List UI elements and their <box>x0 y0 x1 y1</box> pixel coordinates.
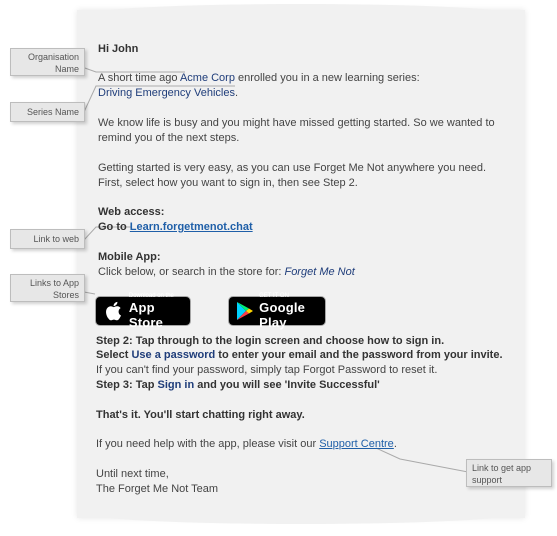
app-name: Forget Me Not <box>284 266 355 278</box>
help-period: . <box>393 438 397 450</box>
para2-line2: remind you of the next steps. <box>98 132 240 144</box>
step3-text-a: Step 3: Tap <box>96 379 158 391</box>
series-name: Driving Emergency Vehicles <box>98 87 235 99</box>
callout-links-to-app-stores: Links to App Stores <box>10 274 85 302</box>
google-play-big-text: Google Play <box>259 299 306 330</box>
step2-forgot-line: If you can't find your password, simply tap Forgot Password to reset it. <box>96 364 438 376</box>
google-play-badge[interactable] <box>228 292 326 330</box>
help-text: If you need help with the app, please visit our <box>96 438 320 450</box>
intro-text-b: enrolled you in a new learning series: <box>234 72 420 84</box>
step2-select-text: Select <box>96 349 132 361</box>
mobile-app-line <box>98 265 355 279</box>
mobile-app-text: Click below, or search in the store for: <box>98 266 285 278</box>
intro-line <box>98 71 420 85</box>
web-link[interactable]: Learn.forgetmenot.chat <box>129 221 253 233</box>
para3-line1: Getting started is very easy, as you can use Forget Me Not anywhere you need. <box>98 162 487 174</box>
para2-line1: We know life is busy and you might have missed getting started. So we wanted to <box>98 117 495 129</box>
callout-series-name: Series Name <box>10 102 85 122</box>
google-play-icon <box>234 298 256 324</box>
callout-organisation-name: Organisation Name <box>10 48 85 76</box>
mobile-app-heading: Mobile App: <box>98 251 161 263</box>
signoff-line2: The Forget Me Not Team <box>96 483 219 495</box>
support-centre-link[interactable]: Support Centre <box>319 438 394 450</box>
series-period: . <box>234 87 239 99</box>
step3-line <box>96 378 380 392</box>
apple-icon <box>101 298 126 324</box>
callout-link-to-app-support: Link to get app support <box>466 459 552 487</box>
organisation-name: Acme Corp <box>179 72 235 84</box>
intro-text-a: A short time ago <box>98 72 180 84</box>
series-line <box>98 86 238 100</box>
step2-line2 <box>96 348 503 362</box>
web-goto-line <box>98 220 253 234</box>
help-line <box>96 437 397 451</box>
signoff-line1: Until next time, <box>96 468 169 480</box>
sign-in-text: Sign in <box>157 379 195 391</box>
step2-rest-text: to enter your email and the password from your invite. <box>215 349 503 361</box>
greeting: Hi John <box>98 43 139 55</box>
step2-line1: Step 2: Tap through to the login screen and choose how to sign in. <box>96 335 445 347</box>
web-access-heading: Web access: <box>98 206 165 218</box>
thats-it-line: That's it. You'll start chatting right away. <box>96 409 305 421</box>
use-password-text: Use a password <box>131 349 216 361</box>
app-store-big-text: App Store <box>128 299 164 330</box>
app-store-badge[interactable] <box>95 292 191 330</box>
google-play-small-text: GET IT ON <box>259 292 289 299</box>
callout-link-to-web: Link to web <box>10 229 85 249</box>
step3-text-b: and you will see 'Invite Successful' <box>194 379 380 391</box>
para3-line2: First, select how you want to sign in, then see Step 2. <box>98 177 358 189</box>
web-goto-text: Go to <box>98 221 130 233</box>
app-store-small-text: Download on the <box>128 292 174 299</box>
